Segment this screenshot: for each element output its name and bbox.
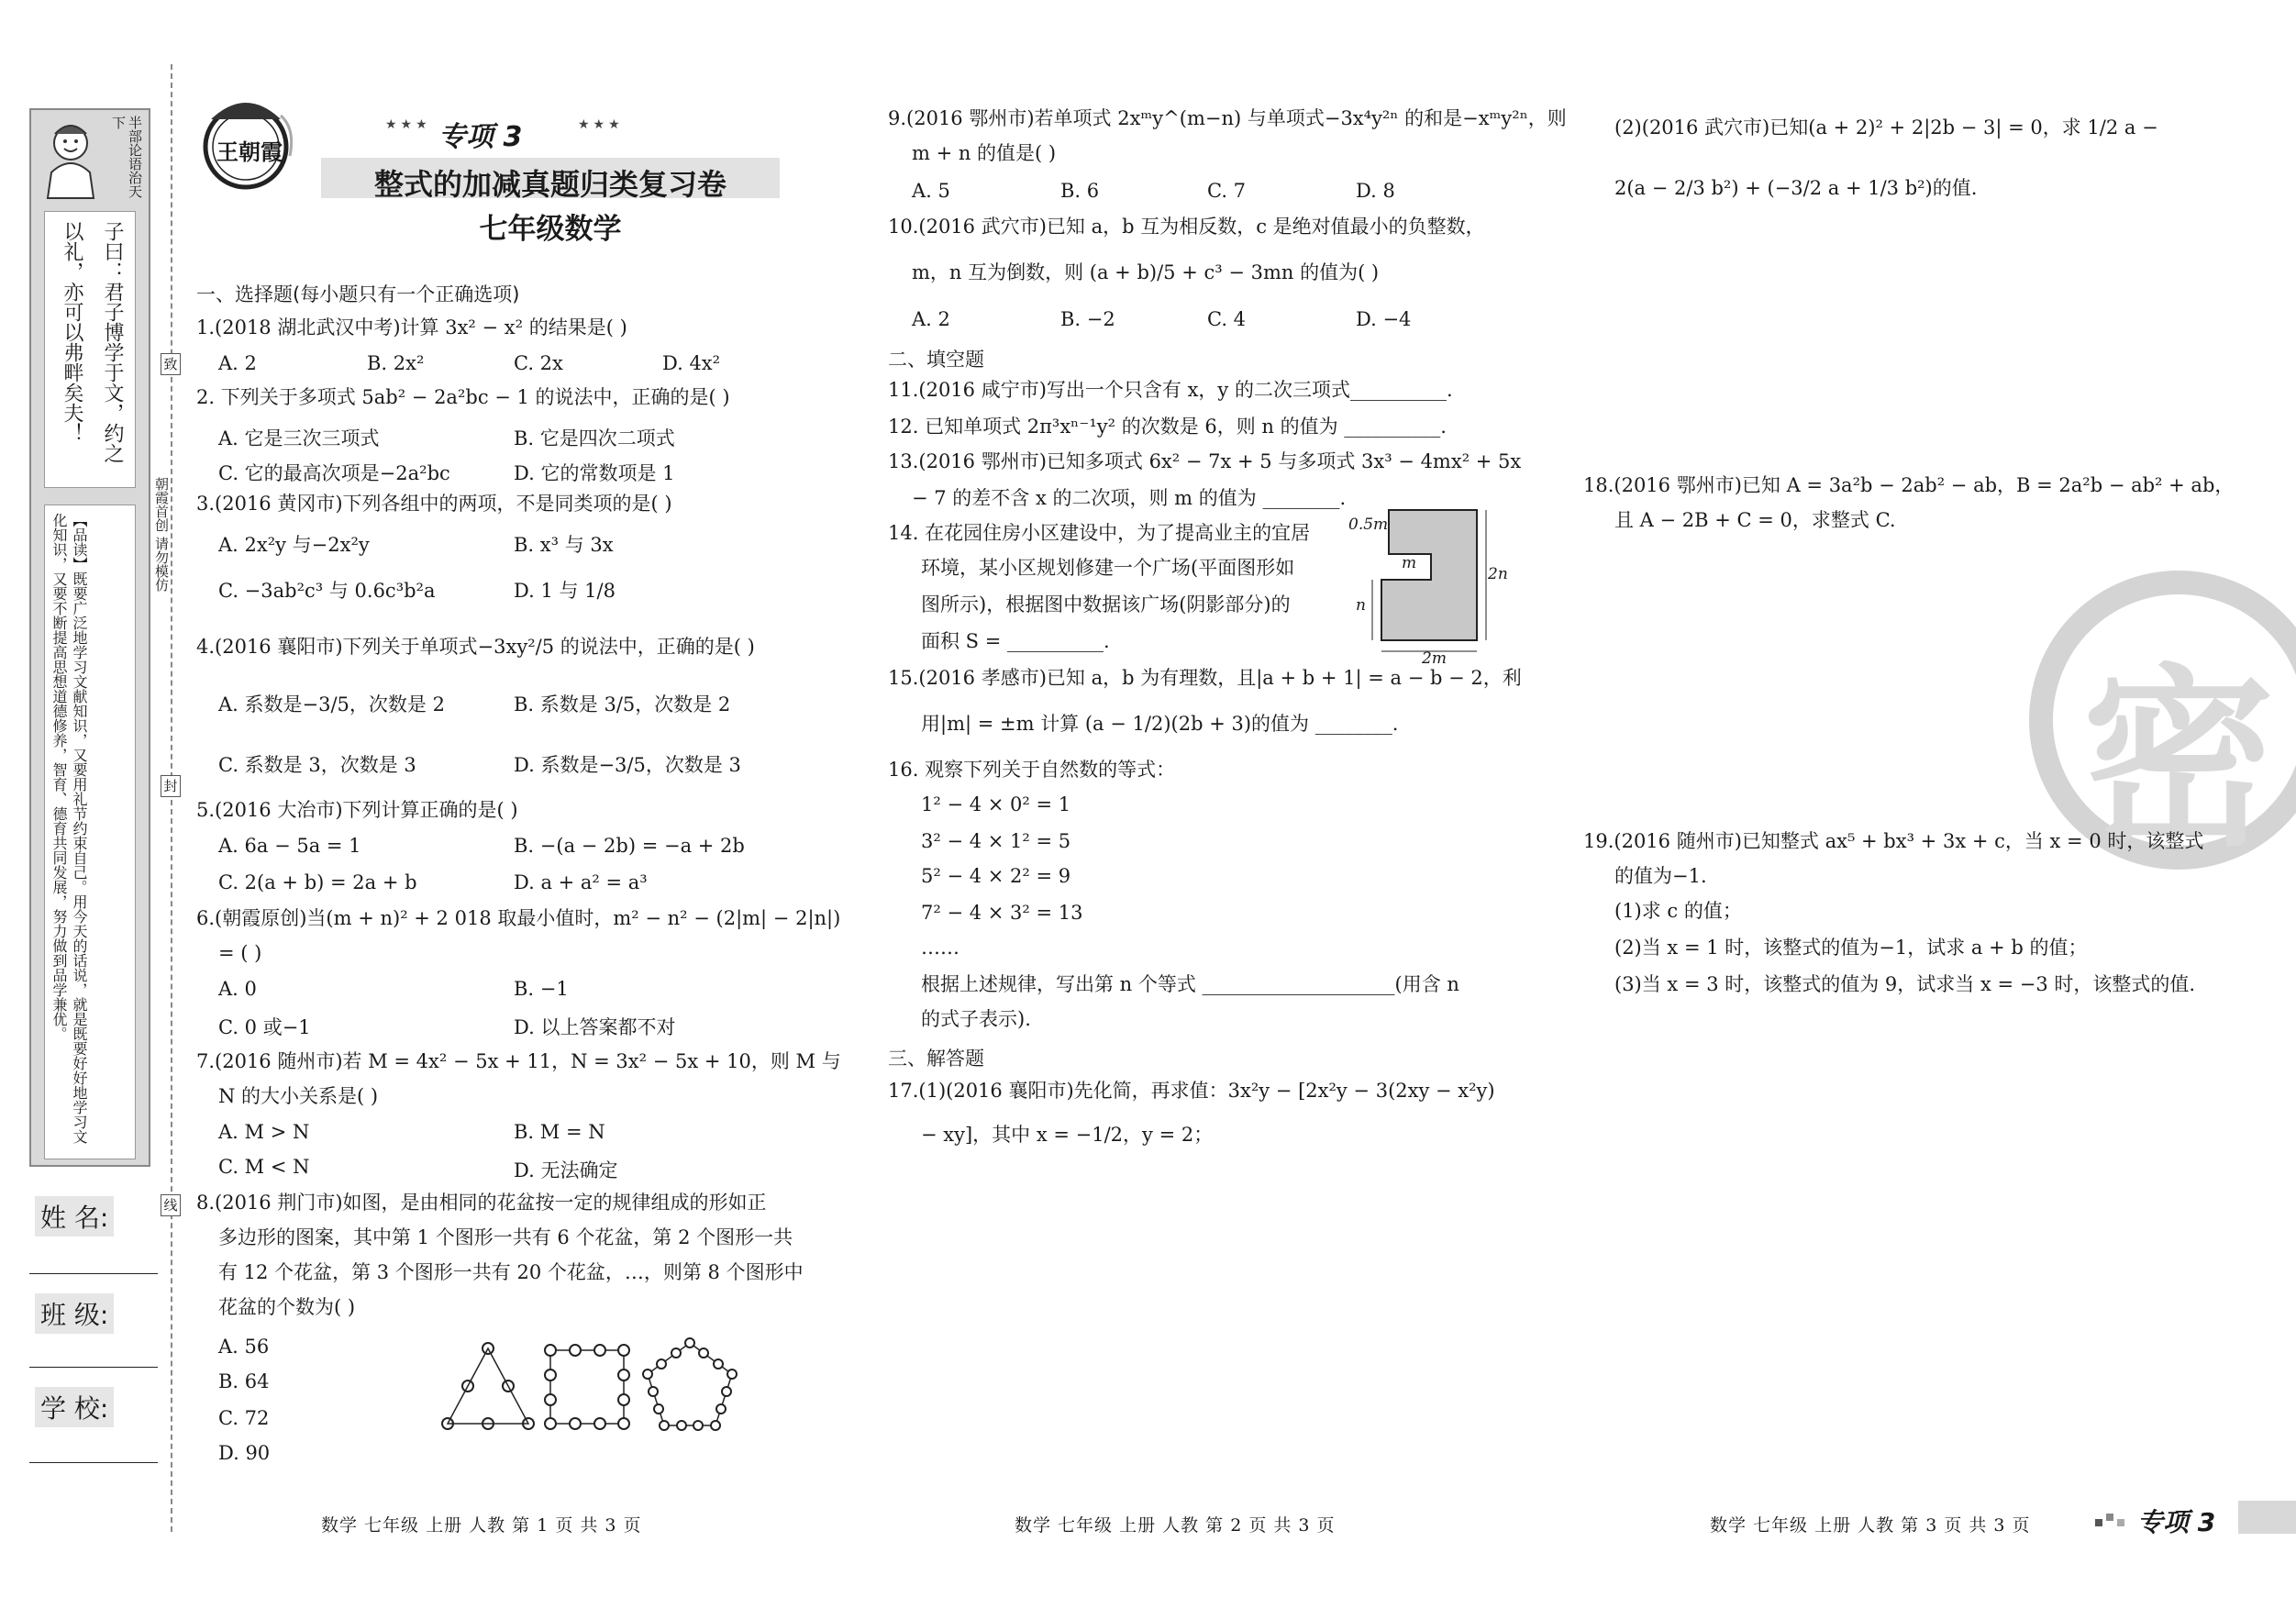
q6-option-d[interactable]: D. 以上答案都不对: [514, 1016, 676, 1038]
q2-option-a[interactable]: A. 它是三次三项式: [218, 427, 380, 449]
name-label: 姓 名:: [35, 1196, 114, 1237]
q10-option-b[interactable]: B. −2: [1060, 308, 1115, 330]
question-19-part-3: (3)当 x = 3 时，该整式的值为 9，试求当 x = −3 时，该整式的值.: [1614, 973, 2196, 995]
question-7-line-1: 7.(2016 随州市)若 M = 4x² − 5x + 11，N = 3x² − 5x + 10，则 M 与: [196, 1050, 841, 1072]
page-title: 整式的加减真题归类复习卷: [373, 167, 727, 202]
q6-option-b[interactable]: B. −1: [514, 978, 569, 1000]
special-badge: 专项 3: [438, 121, 523, 153]
plaza-figure: [1348, 503, 1508, 668]
question-17-line-2: − xy]，其中 x = −1/2，y = 2；: [921, 1124, 1214, 1146]
q2-option-d[interactable]: D. 它的常数项是 1: [514, 462, 675, 484]
motto-top: 半部论语治天下: [110, 116, 143, 198]
question-18-line-2: 且 A − 2B + C = 0，求整式 C.: [1614, 509, 1896, 531]
flowerpot-figures: [431, 1336, 743, 1436]
question-15-line-1: 15.(2016 孝感市)已知 a，b 为有理数，且|a + b + 1| = a − b − 2，利: [888, 667, 1522, 689]
q5-option-a[interactable]: A. 6a − 5a = 1: [218, 835, 361, 857]
question-17-part-2-line-1: (2)(2016 武穴市)已知(a + 2)² + 2|2b − 3| = 0，求 1/2 a −: [1614, 116, 2158, 139]
pindu-box: [44, 505, 136, 1159]
q3-option-c[interactable]: C. −3ab²c³ 与 0.6c³b²a: [218, 580, 436, 602]
question-6-line-2: = ( ): [218, 942, 262, 964]
question-10-line-2: m，n 互为倒数，则 (a + b)/5 + c³ − 3mn 的值为( ): [912, 261, 1380, 283]
q16-eq-2: 3² − 4 × 1² = 5: [921, 830, 1071, 852]
page-2-footer: 数学 七年级 上册 人教 第 2 页 共 3 页: [1015, 1515, 1336, 1536]
q1-option-a[interactable]: A. 2: [218, 352, 257, 374]
question-16-line-4: 的式子表示).: [921, 1008, 1031, 1030]
page-1-footer: 数学 七年级 上册 人教 第 1 页 共 3 页: [321, 1515, 642, 1536]
q9-option-c[interactable]: C. 7: [1207, 180, 1247, 202]
question-8-line-1: 8.(2016 荆门市)如图，是由相同的花盆按一定的规律组成的形如正: [196, 1192, 767, 1214]
q3-option-a[interactable]: A. 2x²y 与−2x²y: [218, 534, 370, 556]
q10-option-c[interactable]: C. 4: [1207, 308, 1247, 330]
question-19-line-2: 的值为−1.: [1614, 865, 1707, 887]
secret-stamp-text: 密: [2082, 648, 2276, 872]
q1-option-b[interactable]: B. 2x²: [367, 352, 425, 374]
logo-text: 王朝霞: [216, 139, 283, 165]
q16-eq-3: 5² − 4 × 2² = 9: [921, 865, 1071, 887]
question-10-line-1: 10.(2016 武穴市)已知 a，b 互为相反数，c 是绝对值最小的负整数，: [888, 216, 1485, 238]
question-19-part-2: (2)当 x = 1 时，该整式的值为−1，试求 a + b 的值；: [1614, 937, 2088, 959]
q9-option-b[interactable]: B. 6: [1060, 180, 1100, 202]
question-2: 2. 下列关于多项式 5ab² − 2a²bc − 1 的说法中，正确的是( ): [196, 386, 730, 408]
q8-option-d[interactable]: D. 90: [218, 1442, 271, 1464]
fig-label-m: m: [1402, 554, 1417, 572]
q7-option-a[interactable]: A. M > N: [218, 1121, 310, 1143]
question-17-part-2-line-2: 2(a − 2/3 b²) + (−3/2 a + 1/3 b²)的值.: [1614, 177, 1978, 199]
question-16: 16. 观察下列关于自然数的等式：: [888, 759, 1176, 781]
q7-option-d[interactable]: D. 无法确定: [514, 1159, 618, 1181]
quote-line-1: 子曰：君子博学于文，约之: [101, 221, 124, 463]
q3-option-d[interactable]: D. 1 与 1/8: [514, 580, 616, 602]
page-subtitle: 七年级数学: [479, 213, 622, 246]
q5-option-d[interactable]: D. a + a² = a³: [514, 871, 648, 893]
seal-mark-zhi: 致: [161, 353, 181, 375]
question-12: 12. 已知单项式 2π³xⁿ⁻¹y² 的次数是 6，则 n 的值为 __________.: [888, 416, 1447, 438]
question-18-line-1: 18.(2016 鄂州市)已知 A = 3a²b − 2ab² − ab，B = 2a²b − ab² + ab，: [1583, 474, 2235, 496]
section-1-heading: 一、选择题(每小题只有一个正确选项): [196, 283, 520, 305]
footer-special-label: 专项 3: [2137, 1507, 2216, 1537]
q10-option-a[interactable]: A. 2: [912, 308, 950, 330]
seal-mark-xian: 线: [161, 1194, 181, 1216]
question-13-line-2: − 7 的差不含 x 的二次项，则 m 的值为 ________.: [912, 487, 1347, 509]
question-7-line-2: N 的大小关系是( ): [218, 1085, 379, 1107]
school-field[interactable]: [29, 1462, 158, 1463]
question-13-line-1: 13.(2016 鄂州市)已知多项式 6x² − 7x + 5 与多项式 3x³ − 4mx² + 5x: [888, 450, 1522, 472]
q8-option-b[interactable]: B. 64: [218, 1370, 270, 1392]
school-label: 学 校:: [35, 1387, 114, 1427]
q9-option-d[interactable]: D. 8: [1356, 180, 1395, 202]
question-14-line-4: 面积 S = __________.: [921, 630, 1110, 652]
name-field[interactable]: [29, 1273, 158, 1274]
logo-badge: [193, 92, 303, 193]
question-14-line-2: 环境，某小区规划修建一个广场(平面图形如: [921, 557, 1295, 579]
q4-option-b[interactable]: B. 系数是 3/5，次数是 2: [514, 693, 731, 715]
question-15-line-2: 用|m| = ±m 计算 (a − 1/2)(2b + 3)的值为 ________.: [921, 713, 1399, 735]
question-9-line-2: m + n 的值是( ): [912, 142, 1057, 164]
footer-dots: [2093, 1508, 2130, 1530]
question-19-part-1: (1)求 c 的值；: [1614, 900, 1742, 922]
q1-option-c[interactable]: C. 2x: [514, 352, 563, 374]
class-label: 班 级:: [35, 1293, 114, 1334]
q8-option-a[interactable]: A. 56: [218, 1336, 270, 1358]
question-9-line-1: 9.(2016 鄂州市)若单项式 2xᵐy^(m−n) 与单项式−3x⁴y²ⁿ 的和是−xᵐy²ⁿ，则: [888, 107, 1567, 129]
q2-option-c[interactable]: C. 它的最高次项是−2a²bc: [218, 462, 450, 484]
question-8-line-4: 花盆的个数为( ): [218, 1296, 356, 1318]
question-8-line-3: 有 12 个花盆，第 3 个图形一共有 20 个花盆，…，则第 8 个图形中: [218, 1261, 804, 1283]
fig-label-n: n: [1356, 596, 1366, 615]
section-3-heading: 三、解答题: [888, 1048, 984, 1070]
q16-eq-5: ……: [921, 937, 959, 959]
q4-option-c[interactable]: C. 系数是 3，次数是 3: [218, 754, 416, 776]
question-14-line-3: 图所示)，根据图中数据该广场(阴影部分)的: [921, 593, 1291, 616]
question-6-line-1: 6.(朝霞原创)当(m + n)² + 2 018 取最小值时，m² − n² − (2|m| − 2|n|): [196, 907, 841, 929]
q4-option-d[interactable]: D. 系数是−3/5，次数是 3: [514, 754, 741, 776]
question-17-line-1: 17.(1)(2016 襄阳市)先化简，再求值：3x²y − [2x²y − 3(2xy − x²y): [888, 1080, 1495, 1102]
q4-option-a[interactable]: A. 系数是−3/5，次数是 2: [218, 693, 445, 715]
q1-option-d[interactable]: D. 4x²: [662, 352, 721, 374]
page-3-footer: 数学 七年级 上册 人教 第 3 页 共 3 页: [1710, 1515, 2031, 1536]
q16-eq-1: 1² − 4 × 0² = 1: [921, 793, 1071, 815]
question-4: 4.(2016 襄阳市)下列关于单项式−3xy²/5 的说法中，正确的是( ): [196, 636, 755, 658]
question-11: 11.(2016 咸宁市)写出一个只含有 x，y 的二次三项式__________.: [888, 379, 1453, 401]
q7-option-c[interactable]: C. M < N: [218, 1156, 310, 1178]
star-row-right: ★★★: [578, 117, 624, 132]
fig-label-2m: 2m: [1422, 649, 1447, 668]
pindu-text: 【品读】既要广泛地学习文献知识，又要用礼节约束自己。用今天的话说，就是既要好好地学习文化知识，又要不断提高思想道德修养，智育、德育共同发展，努力做到品学兼优。: [50, 513, 88, 1144]
q6-option-c[interactable]: C. 0 或−1: [218, 1016, 311, 1038]
q9-option-a[interactable]: A. 5: [912, 180, 950, 202]
q5-option-b[interactable]: B. −(a − 2b) = −a + 2b: [514, 835, 745, 857]
cartoon-avatar: [39, 117, 103, 200]
q2-option-b[interactable]: B. 它是四次二项式: [514, 427, 675, 449]
footer-special-band: [2238, 1501, 2296, 1534]
q3-option-b[interactable]: B. x³ 与 3x: [514, 534, 614, 556]
question-3: 3.(2016 黄冈市)下列各组中的两项，不是同类项的是( ): [196, 493, 672, 515]
zhao-note: 朝霞首创 请勿模仿: [153, 477, 170, 592]
q7-option-b[interactable]: B. M = N: [514, 1121, 605, 1143]
star-row: ★★★: [385, 117, 431, 132]
question-19-line-1: 19.(2016 随州市)已知整式 ax⁵ + bx³ + 3x + c，当 x = 0 时，该整式: [1583, 830, 2204, 852]
question-8-line-2: 多边形的图案，其中第 1 个图形一共有 6 个花盆，第 2 个图形一共: [218, 1226, 793, 1248]
class-field[interactable]: [29, 1367, 158, 1368]
fig-label-05m: 0.5m: [1348, 516, 1389, 534]
q16-eq-4: 7² − 4 × 3² = 13: [921, 902, 1083, 924]
section-2-heading: 二、填空题: [888, 349, 984, 371]
q8-option-c[interactable]: C. 72: [218, 1407, 270, 1429]
binding-line: [171, 64, 172, 1532]
q10-option-d[interactable]: D. −4: [1356, 308, 1412, 330]
q6-option-a[interactable]: A. 0: [218, 978, 257, 1000]
quote-line-2: 以礼，亦可以弗畔矣夫！: [61, 221, 83, 443]
question-1: 1.(2018 湖北武汉中考)计算 3x² − x² 的结果是( ): [196, 316, 627, 338]
seal-mark-feng: 封: [161, 775, 181, 797]
question-14-line-1: 14. 在花园住房小区建设中，为了提高业主的宜居: [888, 522, 1311, 544]
question-16-line-3: 根据上述规律，写出第 n 个等式 ____________________(用含 n: [921, 973, 1459, 995]
sidebar-panel: [29, 108, 150, 1167]
fig-label-2n: 2n: [1488, 565, 1508, 583]
question-5: 5.(2016 大冶市)下列计算正确的是( ): [196, 799, 518, 821]
quote-box: [44, 211, 136, 488]
q5-option-c[interactable]: C. 2(a + b) = 2a + b: [218, 871, 417, 893]
